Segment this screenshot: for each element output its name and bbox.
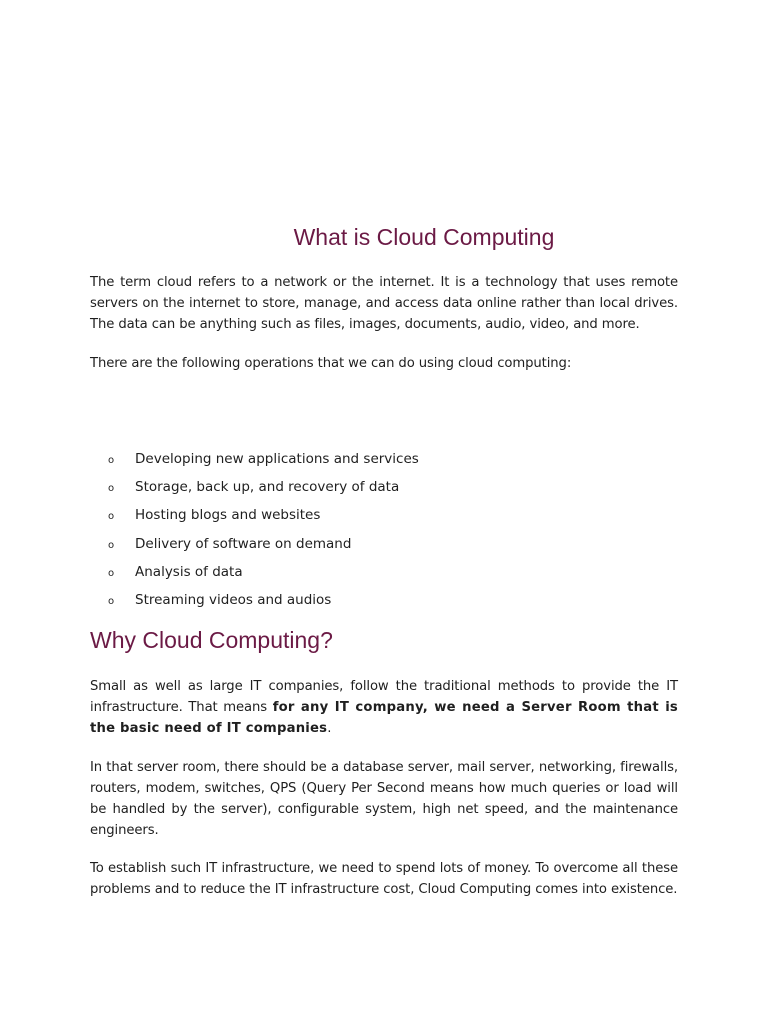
bullet-circle-icon: o	[108, 539, 115, 551]
list-item	[108, 477, 419, 505]
section-heading-why: Why Cloud Computing?	[90, 627, 333, 653]
why-paragraph-1-bold: for any IT company, we need a Server Room that is the basic need of IT companies	[90, 700, 678, 736]
list-item	[108, 590, 419, 618]
list-item-text: Analysis of data	[135, 563, 243, 580]
list-item-text: Delivery of software on demand	[135, 535, 352, 552]
why-paragraph-1	[90, 676, 678, 739]
list-item	[108, 449, 419, 477]
operations-list	[108, 449, 419, 618]
list-item-text: Storage, back up, and recovery of data	[135, 479, 400, 496]
why-paragraph-2: In that server room, there should be a database server, mail server, networking, firewalls, routers, modem, switches, QPS (Query Per Second means how much queries or load will be handled by the server), configurable system, high net speed, and the maintenance engineers.	[90, 760, 678, 838]
list-item	[108, 534, 419, 562]
list-item-text: Streaming videos and audios	[135, 591, 332, 608]
list-item	[108, 505, 419, 533]
why-paragraph-1-end: .	[327, 721, 332, 736]
bullet-circle-icon: o	[108, 567, 115, 579]
bullet-circle-icon: o	[108, 511, 115, 523]
why-paragraph-3: To establish such IT infrastructure, we need to spend lots of money. To overcome all these problems and to reduce the IT infrastructure cost, Cloud Computing comes into existence.	[90, 861, 678, 897]
bullet-circle-icon: o	[108, 483, 115, 495]
list-item-text: Developing new applications and services	[135, 451, 419, 467]
bullet-circle-icon: o	[108, 455, 115, 466]
page-title: What is Cloud Computing	[293, 224, 555, 250]
bullet-circle-icon: o	[108, 595, 115, 607]
why-paragraph-1-text: Small as well as large IT companies, follow the traditional methods to provide the IT infrastructure. That means	[90, 679, 678, 715]
intro-paragraph: The term cloud refers to a network or the internet. It is a technology that uses remote servers on the internet to store, manage, and access data online rather than local drives. The data can be anything such as files, images, documents, audio, video, and more.	[90, 275, 678, 332]
list-item-text: Hosting blogs and websites	[135, 507, 321, 524]
operations-intro-paragraph: There are the following operations that we can do using cloud computing:	[90, 356, 572, 371]
list-item	[108, 562, 419, 590]
